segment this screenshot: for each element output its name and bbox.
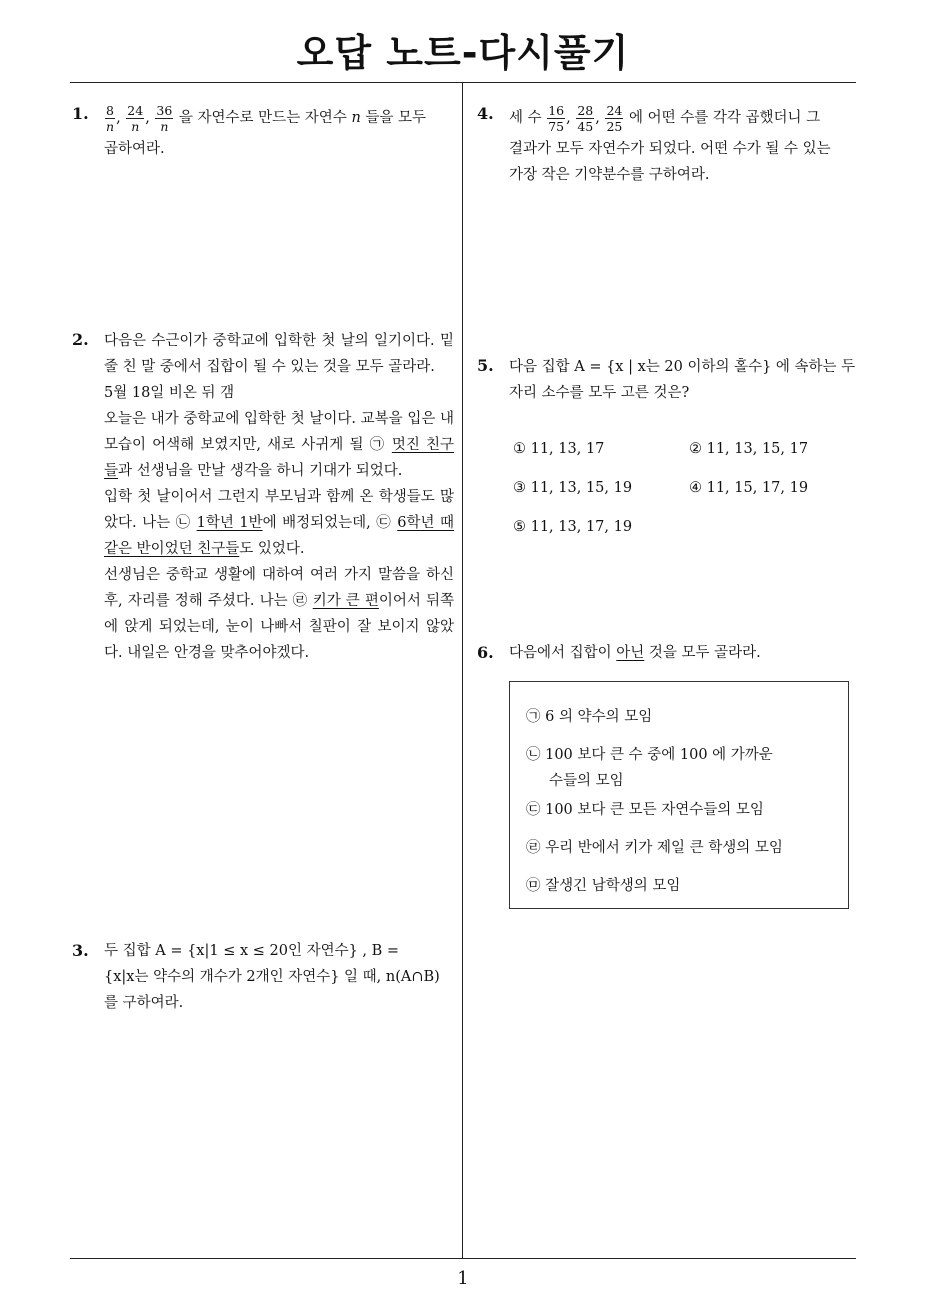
bottom-rule [70,1258,856,1259]
q3-line3: 를 구하여라. [104,995,184,1011]
q4-fraction-2: $\frac{28}{45}$ [577,102,594,134]
q2-intro: 다음은 수근이가 중학교에 입학한 첫 날의 일기이다. 밑 줄 친 말 중에서 집합이 될 수 있는 것을 모두 골라라. [104,333,454,375]
q5-choice-2[interactable]: ② 11, 13, 15, 17 [689,441,809,457]
q4-sep: , [566,110,571,126]
q6-item-box [509,681,849,909]
q4-text-b: 에 어떤 수를 각각 곱했더니 그 [629,110,821,126]
q6-item-4: ㉣ 우리 반에서 키가 제일 큰 학생의 모임 [526,840,783,856]
q1-sep: , [116,110,121,126]
q4-line2: 결과가 모두 자연수가 되었다. 어떤 수가 될 수 있는 [509,141,831,157]
q6-number: 6. [477,643,494,662]
q4-number: 4. [477,104,494,123]
q2-underline-c: 6학년 때 같은 반이었던 친구들 [104,515,454,557]
q6-item-3: ㉢ 100 보다 큰 모든 자연수들의 모임 [526,802,764,818]
q1-fraction-1: $\frac{8}{n}$ [106,102,115,134]
q1-text-a: 을 자연수로 만드는 자연수 [178,110,352,126]
q4-text-a: 세 수 [509,110,542,126]
q5-line1: 다음 집합 A = {x | x는 20 이하의 홀수} 에 속하는 두 [509,359,856,375]
q6-item-2-cont: 수들의 모임 [549,773,624,789]
q5-number: 5. [477,356,494,375]
q1-fraction-3: $\frac{36}{n}$ [156,102,173,134]
q3-line2: {x|x는 약수의 개수가 2개인 자연수} 일 때, n(A∩B) [104,969,440,985]
q1-var: n [351,110,361,126]
q6-item-5: ㉤ 잘생긴 남학생의 모임 [526,878,681,894]
q2-paragraph-1: 오늘은 내가 중학교에 입학한 첫 날이다. 교복을 입은 내 모습이 어색해 보였지만, 새로 사귀게 될 ㉠ 멋진 친구들과 선생님을 만날 생각을 하니 기대가 되었다. [104,411,455,479]
q5-line2: 자리 소수를 모두 고른 것은? [509,385,690,401]
q2-underline-a: 멋진 친구들 [104,437,455,479]
q5-choice-4[interactable]: ④ 11, 15, 17, 19 [689,480,809,496]
q4-fraction-3: $\frac{24}{25}$ [606,102,623,134]
q6-item-2: ㉡ 100 보다 큰 수 중에 100 에 가까운 [526,747,773,763]
q4-body [509,100,859,188]
q6-underline: 아닌 [616,645,645,661]
q1-body [104,100,454,162]
q3-number: 3. [72,941,89,960]
q2-date: 5월 18일 비온 뒤 갬 [104,385,235,401]
q1-sep: , [145,110,150,126]
q2-underline-b: 1학년 1반 [196,515,263,531]
q4-line3: 가장 작은 기약분수를 구하여라. [509,167,710,183]
page-title: 오답 노트-다시풀기 [296,31,630,75]
column-divider [462,83,463,1258]
q6-body: 다음에서 집합이 아닌 것을 모두 골라라. [509,645,761,661]
q5-body [509,354,859,406]
q1-fraction-2: $\frac{24}{n}$ [127,102,144,134]
q1-line2: 곱하여라. [104,141,165,157]
top-rule [70,82,856,83]
q3-body [104,938,456,1016]
q5-choice-5[interactable]: ⑤ 11, 13, 17, 19 [513,519,633,535]
q4-fraction-1: $\frac{16}{75}$ [548,102,565,134]
q1-number: 1. [72,104,89,123]
q6-item-1: ㉠ 6 의 약수의 모임 [526,709,653,725]
q2-number: 2. [72,330,89,349]
q4-sep: , [595,110,600,126]
q3-line1: 두 집합 A = {x|1 ≤ x ≤ 20인 자연수} , B = [104,943,400,959]
q2-paragraph-3: 선생님은 중학교 생활에 대하여 여러 가지 말씀을 하신 후, 자리를 정해 주셨다. 나는 ㉣ 키가 큰 편이어서 뒤쪽에 앉게 되었는데, 눈이 나빠서 칠판이 잘 보이지 않았다. 내일은 안경을 맞추어야겠다. [104,567,454,661]
q2-paragraph-2: 입학 첫 날이어서 그런지 부모님과 함께 온 학생들도 많았다. 나는 ㉡ 1학년 1반에 배정되었는데, ㉢ 6학년 때 같은 반이었던 친구들도 있었다. [104,489,454,557]
q5-choice-3[interactable]: ③ 11, 13, 15, 19 [513,480,633,496]
q2-underline-d: 키가 큰 편 [312,593,379,609]
q5-choice-1[interactable]: ① 11, 13, 17 [513,441,605,457]
q2-body [104,328,454,666]
page-number: 1 [457,1268,469,1289]
q1-text-b: 들을 모두 [360,110,427,126]
